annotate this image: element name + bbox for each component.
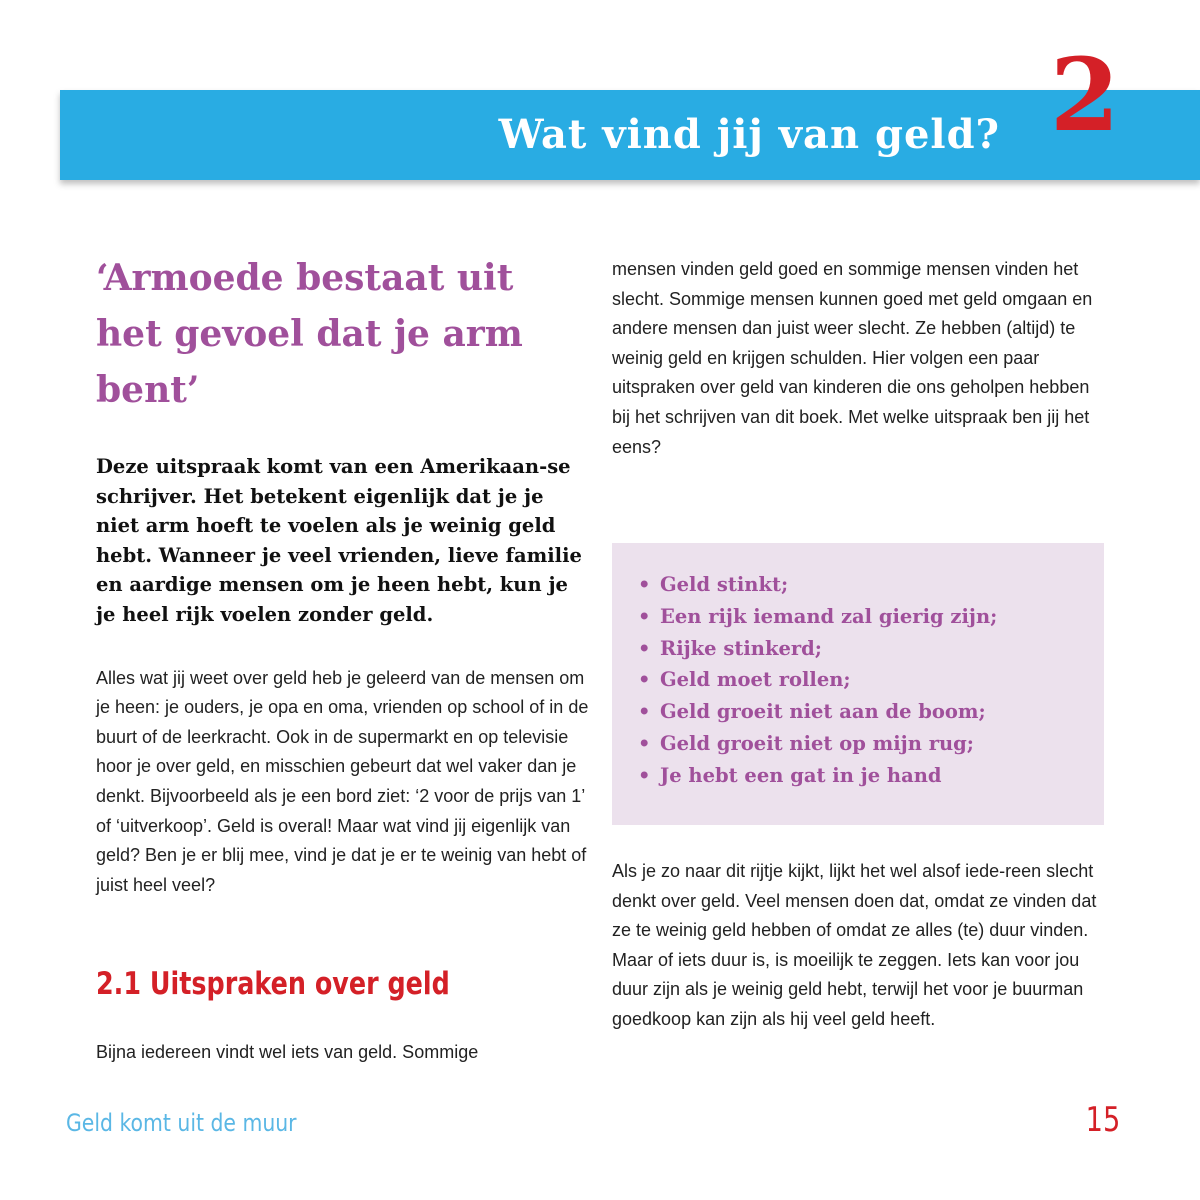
- sayings-list: [612, 543, 1104, 792]
- body-paragraph: Alles wat jij weet over geld heb je geleerd van de mensen om je heen: je ouders, je opa en oma, vrienden op school of in de buurt of de leerkracht. Ook in de supermarkt en op televisie hoor je over geld, en misschien gebeurt dat wel vaker dan je denkt. Bijvoorbeeld als je een bord ziet: ‘2 voor de prijs van 1’ of ‘uitverkoop’. Geld is overal! Maar wat vind jij eigenlijk van geld? Ben je er blij mee, vind je dat je er te weinig van hebt of juist heel veel?: [96, 667, 589, 895]
- bullet-icon: •: [638, 731, 651, 755]
- saying-text: Je hebt een gat in je hand: [660, 763, 942, 787]
- bullet-icon: •: [638, 604, 651, 628]
- sayings-box: [612, 543, 1104, 825]
- bullet-icon: •: [638, 636, 651, 660]
- lead-paragraph: Deze uitspraak komt van een Amerikaan-se schrijver. Het betekent eigenlijk dat je je niet arm hoeft te voelen als je weinig geld hebt. Wanneer je veel vrienden, lieve familie en aardige mensen om je heen hebt, kun je je heel rijk voelen zonder geld.: [96, 455, 582, 626]
- saying-item: [638, 601, 1104, 633]
- saying-text: Een rijk iemand zal gierig zijn;: [660, 604, 998, 628]
- chapter-header-band: [60, 90, 1200, 180]
- body-paragraph: Bijna iedereen vindt wel iets van geld. Sommige: [96, 1042, 479, 1063]
- body-paragraph: mensen vinden geld goed en sommige mensen vinden het slecht. Sommige mensen kunnen goed met geld omgaan en andere mensen dan juist weer slecht. Ze hebben (altijd) te weinig geld en krijgen schulden. Hier volgen een paar uitspraken over geld van kinderen die ons geholpen hebben bij het schrijven van dit boek. Met welke uitspraak ben jij het eens?: [612, 259, 1093, 457]
- pull-quote: ‘Armoede bestaat uit het gevoel dat je arm bent’: [96, 257, 523, 411]
- saying-text: Rijke stinkerd;: [660, 636, 822, 660]
- saying-text: Geld stinkt;: [660, 573, 789, 596]
- right-column: [612, 255, 1104, 462]
- chapter-number: 2: [1050, 36, 1120, 154]
- saying-text: Geld groeit niet aan de boom;: [660, 700, 986, 724]
- section-heading: 2.1 Uitspraken over geld: [96, 966, 450, 1003]
- chapter-title: Wat vind jij van geld?: [498, 111, 1000, 158]
- saying-text: Geld moet rollen;: [660, 668, 851, 692]
- right-column-lower: [612, 857, 1104, 1035]
- page-number: 15: [1085, 1100, 1120, 1140]
- bullet-icon: •: [638, 763, 651, 787]
- bullet-icon: •: [638, 573, 651, 596]
- saying-item: [638, 569, 1104, 601]
- saying-item: [638, 696, 1104, 728]
- saying-item: [638, 664, 1104, 696]
- body-paragraph: Als je zo naar dit rijtje kijkt, lijkt het wel alsof iede-reen slecht denkt over geld. Veel mensen doen dat, omdat ze vinden dat ze te weinig geld hebben of omdat ze alles (te) duur vinden. Maar of iets duur is, is moeilijk te zeggen. Iets kan voor jou duur zijn als je weinig geld hebt, terwijl het voor je buurman goedkoop kan zijn als hij veel geld heeft.: [612, 861, 1097, 1029]
- footer-book-title: Geld komt uit de muur: [66, 1109, 297, 1137]
- saying-item: [638, 760, 1104, 792]
- left-column: [96, 250, 590, 1068]
- bullet-icon: •: [638, 668, 651, 692]
- saying-text: Geld groeit niet op mijn rug;: [660, 731, 974, 755]
- saying-item: [638, 728, 1104, 760]
- saying-item: [638, 633, 1104, 665]
- bullet-icon: •: [638, 700, 651, 724]
